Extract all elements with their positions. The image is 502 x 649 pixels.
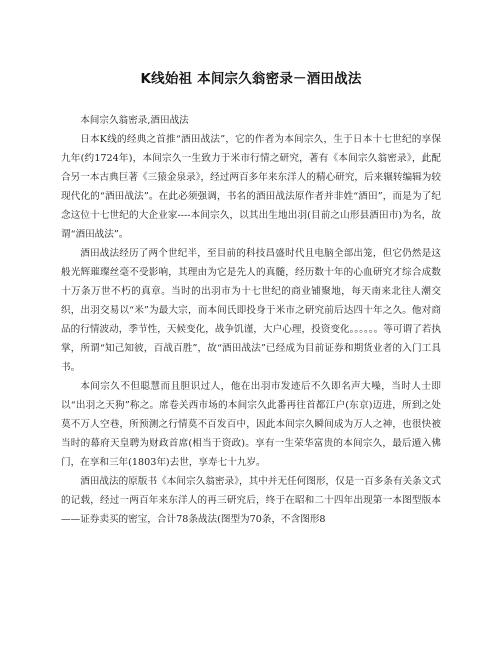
paragraph-history: 酒田战法经历了两个世纪半，至目前的科技昌盛时代且电脑全部出笼，但它仍然是这般光辉璀璨丝毫不受影响，其理由为它是先人的真髓，经历数十年的心血研究才综合成数十万条万世不朽的真章。当时的出羽市为十七世纪的商业铺聚地，每天南来北往人潮交织，出羽交易以“米”为最大宗，而本间氏即投身于米市之研究前后达四十年之久。他对商品的行情波动，季节性，天候变化，战争饥谨，大户心理，投资变化。。。。。。等可谓了若执掌，所谓“知己知彼，百战百胜”，故“酒田战法”已经成为目前证券和期货业者的入门工具书。 xyxy=(61,248,441,373)
paragraph-biography: 本间宗久不但聪慧而且胆识过人，他在出羽市发迹后不久即名声大噪，当时人士即以“出羽之天狗”称之。席卷关西市场的本间宗久此番再往首都江户(东京)迈进，所到之处莫不万人空巷，所预测之行情莫不百发百中，因此本间宗久瞬间成为万人之神，也很快被当时的幕府天皇聘为财政首席(相当于资政)。享有一生荣华富贵的本间宗久，最后遁入佛门，在享和三年(1803年)去世，享寿七十九岁。 xyxy=(61,381,441,468)
paragraph-intro: 日本K线的经典之首推“酒田战法”，它的作者为本间宗久，生于日本十七世纪的享保九年(约1724年)，本间宗久一生致力于米市行情之研究，著有《本间宗久翁密录》，此配合另一本古典巨著《三猿金泉录》，经过两百多年来东洋人的精心研究，后来辗转编辑为较现代化的“酒田战法”。在此必须强调，书名的酒田战法原作者并非姓“酒田”，而是为了纪念这位十七世纪的大企业家----本间宗久，以其出生地出羽(目前之山形县酒田市)为名，故谓“酒田战法”。 xyxy=(61,134,441,240)
document-title: K线始祖 本间宗久翁密录－酒田战法 xyxy=(140,71,362,87)
paragraph-subtitle: 本间宗久翁密录,酒田战法 xyxy=(80,115,189,126)
paragraph-original-book: 酒田战法的原版书《本间宗久翁密录》，其中并无任何图形，仅是一百多条有关条文式的记载，经过一两百年来东洋人的再三研究后，终于在昭和二十四年出现第一本图型版本——证券卖买的密宝，合计78条战法(图型为70条，不含图形8 xyxy=(61,476,441,525)
document-body xyxy=(61,111,441,529)
